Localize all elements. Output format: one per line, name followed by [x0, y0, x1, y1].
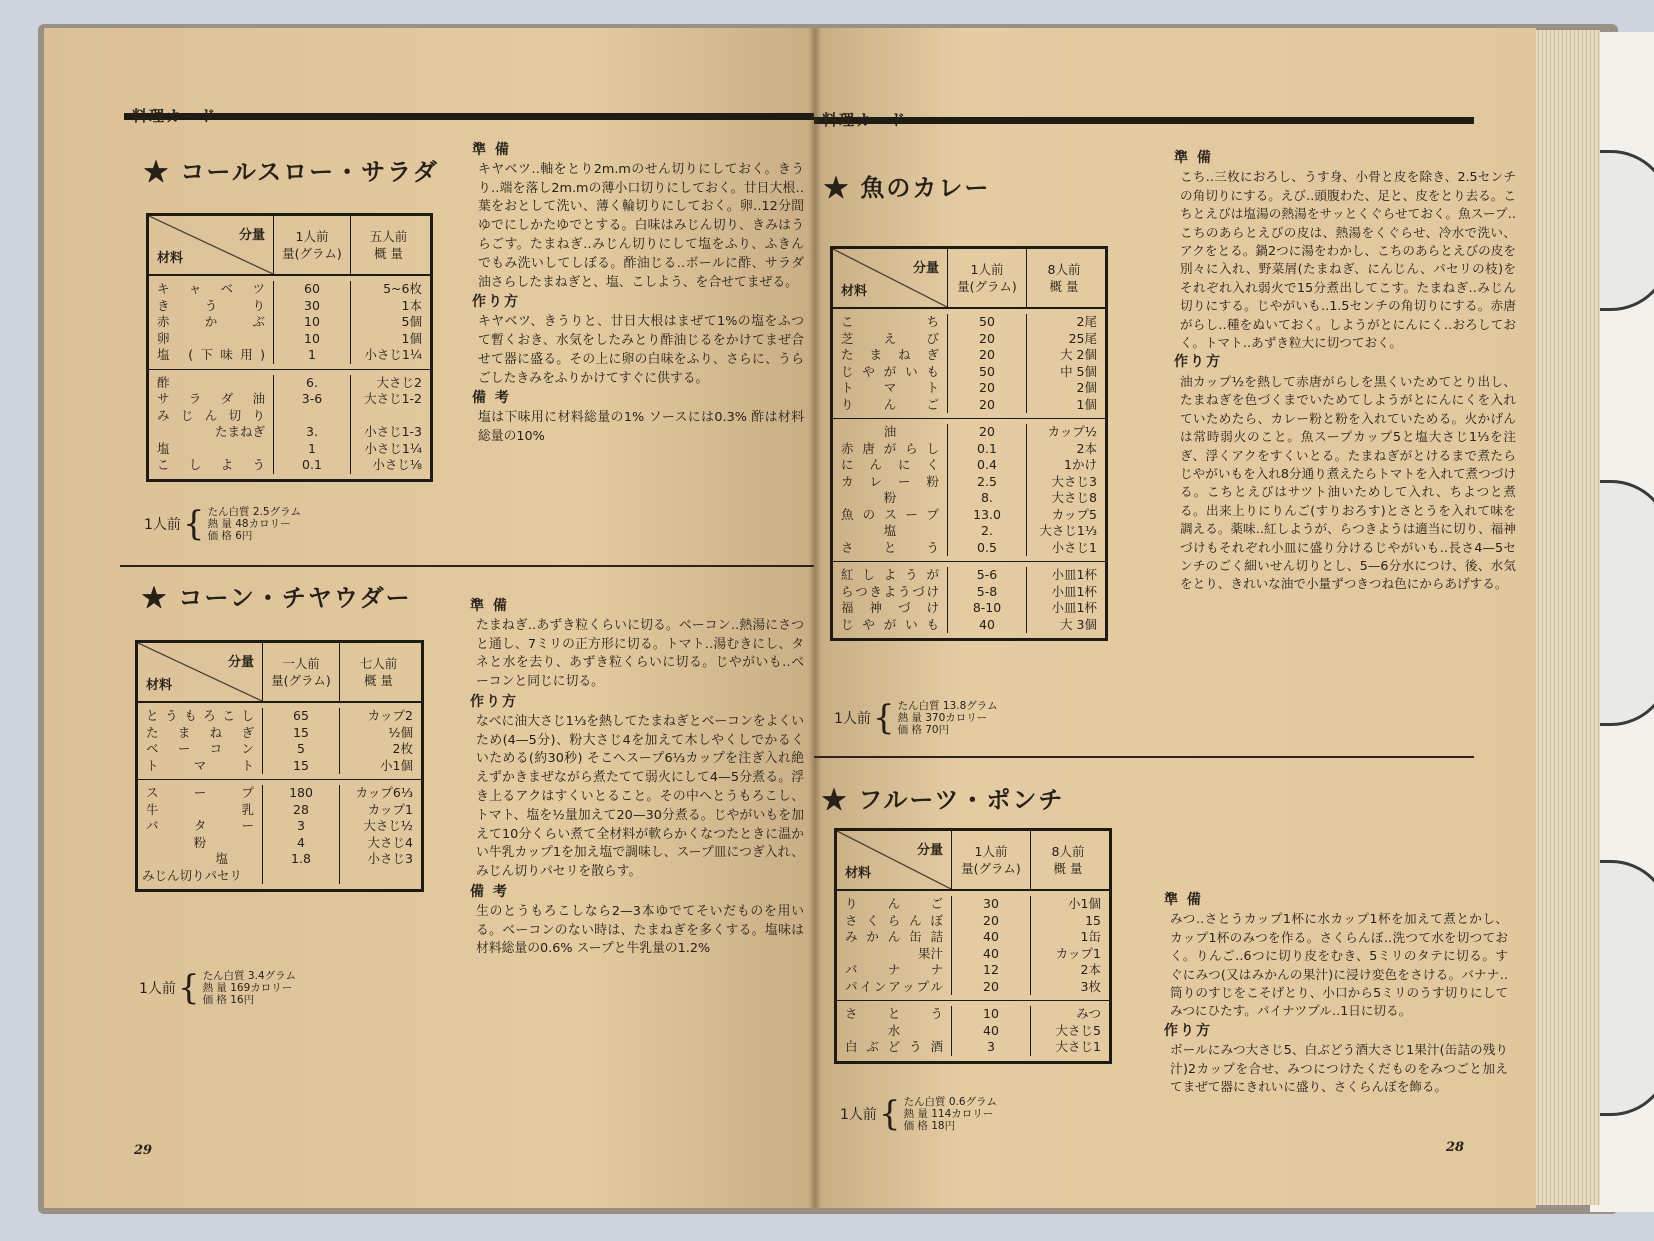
gram-value: 6.	[306, 374, 318, 390]
col2-header-line: 概 量	[364, 673, 393, 688]
gram-column	[948, 424, 1027, 556]
name-column	[833, 424, 948, 556]
col1-header	[948, 249, 1027, 307]
amount-value: 小1個	[1068, 896, 1101, 911]
ingredient-name: バナナ	[845, 962, 943, 977]
nutrition-line: 価 格 18円	[903, 1120, 956, 1132]
page-edges	[1535, 30, 1600, 1205]
ingredient-name: たまねぎ	[146, 724, 254, 740]
col1-header	[952, 831, 1031, 889]
amount-value: 25尾	[1068, 330, 1097, 346]
amount-value: 2本	[1080, 962, 1101, 977]
amount-value: 大さじ5	[1055, 1022, 1101, 1038]
nutrition-line: たん白質 2.5グラム	[207, 506, 301, 518]
ingredient-name: にんにく	[841, 457, 939, 472]
nutrition-line: たん白質 13.8グラム	[897, 700, 998, 712]
amount-value: 3枚	[1080, 978, 1101, 994]
section-text: なべに油大さじ1⅓を熱してたまねぎとベーコンをよくいため(4—5分)、粉大さじ4を加えて木しやくしでかるくいためる(約30秒) そこへスープ6⅓カップを注ぎ入れ絶えずかきまぜながら煮たてて弱火にして4—5分煮る。浮き上るアクはすくいとること。その中へとうもろこし、トマト、塩を½量加えて20—30分煮る。じやがいもを加えて10分くらい煮て全材料が軟らかくなつたときに温かい牛乳カップ1を加え塩で調味し、スープ皿につぎ入れ、みじん切りパセリを散らす。	[476, 713, 804, 880]
gram-value: 20	[983, 978, 999, 994]
header-label: 料理カード	[822, 110, 908, 129]
amount-value: 大さじ1⅓	[1039, 523, 1097, 538]
col2-header	[351, 216, 426, 274]
amount-value: 小さじ1¼	[364, 347, 422, 362]
ingredient-table-fish-curry	[830, 246, 1108, 641]
gram-value: 4	[297, 834, 305, 850]
nutrition-label: 1人前	[144, 517, 181, 533]
instructions-fish-curry	[1174, 148, 1516, 594]
amount-column	[351, 281, 426, 364]
name-column	[149, 375, 274, 474]
amount-value: 1缶	[1080, 929, 1101, 944]
ingredient-group	[149, 276, 430, 370]
amount-value: 大 3個	[1060, 616, 1097, 632]
brace-icon: {	[872, 698, 895, 738]
section-text: みつ‥さとうカップ1杯に水カップ1杯を加えて煮とかし、カップ1杯のみつを作る。さくらんぼ‥洗つて水を切つておく。りんご‥6つに切り皮をむき、5ミリのタテに切る。すぐにみつ(又はみかんの果汁)に浸け変色をさける。バナナ‥筒りのすじをこそげとり、小口から5ミリのうす切りにしてみつにひたす。パイナツプル‥1日に切る。	[1170, 911, 1508, 1019]
amount-value: 中 5個	[1060, 363, 1097, 379]
nutrition-lines	[898, 700, 998, 736]
qty-label: 分量	[238, 228, 265, 243]
ingredient-name: ベーコン	[146, 741, 254, 756]
amount-value: 大さじ3	[1051, 473, 1097, 489]
nutrition-line: 熱 量 114カロリー	[903, 1108, 994, 1120]
gram-value: 12	[983, 962, 999, 977]
gram-value: 20	[979, 330, 995, 346]
nutrition-line: 価 格 16円	[202, 994, 255, 1006]
col2-header-line: 概 量	[1053, 861, 1083, 876]
amount-column	[1027, 424, 1101, 556]
ingredient-name: キャベツ	[157, 281, 265, 296]
amount-value: 1かけ	[1064, 457, 1097, 472]
ingredient-name: スープ	[146, 785, 254, 800]
ingredient-name: 油	[883, 424, 897, 439]
gram-value: 50	[979, 314, 995, 329]
section-heading: 準 備	[472, 142, 511, 158]
amount-value: 大さじ8	[1051, 490, 1097, 505]
table-header	[833, 249, 1105, 309]
gram-value: 10	[304, 330, 320, 346]
ingredient-group	[837, 891, 1109, 1001]
gram-value: 40	[979, 616, 995, 632]
ingredient-name: 塩	[883, 523, 897, 538]
gram-value: 40	[983, 945, 999, 961]
ingredient-name: 塩	[157, 440, 170, 456]
col1-header-line: 量(グラム)	[957, 279, 1017, 294]
col1-header	[274, 216, 351, 274]
recipe-title-coleslaw: ★ コールスロー・サラダ	[144, 157, 439, 186]
col1-header-line: 1人前	[970, 262, 1004, 277]
gram-value: 2.	[981, 523, 993, 538]
gram-value: 50	[979, 363, 995, 379]
amount-value: 1本	[401, 297, 422, 313]
ingredient-name: とうもろこし	[146, 708, 254, 723]
gram-value: 5-6	[976, 567, 998, 582]
left-page	[44, 28, 814, 1208]
amount-column	[351, 375, 426, 474]
name-column	[833, 314, 948, 413]
col1-header-line: 1人前	[974, 844, 1008, 859]
qty-label: 分量	[916, 843, 943, 858]
amount-column	[340, 785, 417, 884]
amount-value: 大さじ1-2	[364, 391, 422, 406]
col1-header-line: 量(グラム)	[271, 673, 331, 688]
ingredient-name: りんご	[841, 396, 939, 412]
ingredient-name: りんご	[845, 896, 943, 911]
brace-icon: {	[878, 1094, 901, 1134]
amount-value: 小さじ1-3	[364, 424, 422, 439]
ingredient-name: さくらんぼ	[845, 912, 943, 928]
col2-header-line: 七人前	[359, 656, 398, 671]
gram-value: 8.	[981, 490, 993, 505]
col1-header-line: 量(グラム)	[282, 246, 342, 261]
col1-header-line: 一人前	[282, 656, 320, 671]
table-corner	[833, 249, 948, 307]
material-label: 材料	[845, 866, 872, 881]
amount-value: 大さじ1	[1055, 1039, 1101, 1054]
gram-value: 13.0	[973, 506, 1001, 522]
ingredient-name: サラダ油	[157, 391, 265, 406]
section-heading: 備 考	[470, 883, 509, 900]
ingredient-name: たまねぎ	[214, 424, 265, 439]
ingredient-name: 果汁	[917, 945, 943, 961]
col2-header-line: 8人前	[1047, 262, 1081, 277]
gram-value: 5-8	[976, 583, 998, 599]
ingredient-group	[833, 562, 1105, 638]
gram-value: 1.8	[291, 851, 311, 866]
right-page	[814, 28, 1536, 1208]
amount-value: カップ1	[1055, 945, 1101, 961]
col1-header-line: 1人前	[295, 229, 329, 244]
amount-value: ½個	[388, 724, 413, 740]
table-corner	[149, 216, 274, 274]
col2-header-line: 概 量	[1049, 279, 1079, 294]
ingredient-name: みじん切りパセリ	[142, 867, 243, 883]
col2-header	[1027, 249, 1101, 307]
material-label: 材料	[841, 284, 868, 299]
amount-column	[1031, 896, 1105, 995]
section-text: こち‥三枚におろし、うす身、小骨と皮を除き、2.5センチの角切りにする。えび‥頭腹わた、足と、皮をとり去る。こちとえびは塩湯の熱湯をサッとくぐらせておく。魚スープ‥こちのあらとえびの皮は、熱湯をくぐらせ、冷水で洗い、アクをとる。鍋2つに湯をわかし、こちのあらとえびの皮を別々に入れ、野菜屑(たまねぎ、にんじん、パセリの枝)をそれぞれ入れ弱火で15分煮出してこす。たまねぎ‥みじん切りにする。じやがいも‥1.5センチの角切りにする。赤唐がらし‥種をぬいておく。しようがとにんにく‥おろしておく。トマト‥あずき粒大に切つておく。	[1180, 169, 1516, 351]
gram-value: 0.4	[977, 457, 997, 472]
col1-header	[263, 643, 340, 701]
col2-header	[1031, 831, 1105, 889]
qty-label: 分量	[227, 655, 254, 670]
section-heading: 準 備	[470, 598, 509, 614]
section-text: 塩は下味用に材料総量の1% ソースには0.3% 酢は材料総量の10%	[478, 410, 804, 444]
amount-value	[344, 868, 413, 885]
gram-value: 60	[304, 281, 320, 296]
name-column	[837, 1006, 952, 1056]
nutrition-coleslaw	[144, 506, 301, 542]
section-heading: 準 備	[1174, 150, 1213, 166]
instructions-fruit-punch	[1164, 890, 1508, 1096]
gram-value: 20	[983, 912, 999, 928]
page-number-right: 28	[1446, 1140, 1465, 1155]
gram-value: 20	[979, 424, 995, 439]
ingredient-name: さとう	[841, 539, 939, 555]
nutrition-line: 価 格 70円	[897, 724, 950, 736]
recipe-title-fruit-punch: ★ フルーツ・ポンチ	[822, 785, 1065, 814]
gram-value: 180	[289, 785, 313, 800]
amount-value: カップ6⅓	[355, 785, 413, 800]
gram-column	[274, 375, 351, 474]
recipe-title-chowder: ★ コーン・チヤウダー	[142, 583, 412, 612]
amount-value: 小さじ3	[367, 851, 413, 866]
name-column	[138, 785, 263, 884]
ingredient-group	[149, 370, 430, 479]
table-corner	[837, 831, 952, 889]
col2-header-line: 概 量	[374, 246, 403, 261]
nutrition-lines	[203, 970, 296, 1006]
amount-value: 小1個	[380, 757, 413, 773]
ingredient-name: トマト	[841, 380, 939, 395]
ingredient-table-fruit-punch	[834, 828, 1112, 1064]
ingredient-name: 芝えび	[841, 330, 939, 346]
gram-value: 5	[297, 741, 305, 756]
ingredient-name: 牛乳	[146, 801, 254, 817]
gram-value: 3	[297, 818, 305, 833]
ingredient-table-chowder	[135, 640, 424, 892]
ingredient-name: さとう	[845, 1006, 943, 1021]
ingredient-group	[138, 780, 421, 889]
header-rule	[469, 113, 814, 120]
gram-value: 30	[304, 297, 320, 313]
section-heading: 作り方	[1174, 354, 1222, 371]
amount-value: 2枚	[392, 741, 413, 756]
ingredient-name: 福神づけ	[841, 600, 939, 615]
divider-line	[120, 565, 814, 567]
gram-value: 30	[983, 896, 999, 911]
gram-value: 2.5	[977, 473, 997, 489]
ingredient-group	[837, 1001, 1109, 1061]
gram-value: 28	[293, 801, 309, 817]
ingredient-name: 赤唐がらし	[841, 440, 939, 456]
amount-column	[340, 708, 417, 774]
ingredient-name: パインアップル	[845, 978, 943, 994]
gram-value: 0.5	[977, 539, 997, 555]
nutrition-label: 1人前	[834, 711, 871, 727]
ingredient-name: みかん缶詰	[845, 929, 943, 944]
ingredient-name: 酢	[157, 374, 170, 390]
gram-value: 0.1	[977, 440, 997, 456]
gram-column	[948, 567, 1027, 633]
gram-value	[267, 868, 335, 885]
nutrition-lines	[904, 1096, 997, 1132]
section-heading: 作り方	[472, 294, 520, 311]
header-label: 料理カード	[132, 106, 218, 125]
gram-value: 3	[987, 1039, 995, 1054]
ingredient-name: 魚のスープ	[841, 506, 939, 522]
amount-column	[1031, 1006, 1105, 1056]
book-gutter	[808, 28, 822, 1208]
gram-value: 20	[979, 380, 995, 395]
material-label: 材料	[157, 251, 184, 266]
ingredient-name: トマト	[146, 757, 254, 773]
ingredient-name: らつきようづけ	[841, 583, 939, 599]
section-heading: 作り方	[470, 693, 518, 710]
amount-value: 小さじ⅛	[372, 457, 422, 472]
nutrition-line: 熱 量 48カロリー	[207, 518, 291, 530]
ingredient-name: 紅しようが	[841, 567, 939, 582]
ingredient-name: バター	[146, 818, 254, 833]
table-corner	[138, 643, 263, 701]
material-label: 材料	[146, 678, 173, 693]
amount-value: 5~6枚	[383, 281, 422, 296]
nutrition-line: たん白質 3.4グラム	[202, 970, 296, 982]
ingredient-group	[833, 419, 1105, 562]
left-header	[124, 106, 814, 126]
nutrition-line: たん白質 0.6グラム	[903, 1096, 997, 1108]
nutrition-fish-curry	[834, 700, 998, 736]
amount-value: カップ1	[367, 801, 413, 817]
nutrition-line: 価 格 6円	[207, 530, 253, 542]
brace-icon: {	[182, 504, 205, 544]
ingredient-name: みじん切り	[157, 407, 265, 423]
section-text: ボールにみつ大さじ5、白ぶどう酒大さじ1果汁(缶詰の残り汁)2カップを合せ、みつにつけたくだものをみつごと加えてまぜて器にきれいに盛り、さくらんぼを飾る。	[1170, 1042, 1508, 1095]
table-header	[138, 643, 421, 703]
name-column	[149, 281, 274, 364]
amount-value: 大さじ4	[367, 834, 413, 850]
amount-value: カップ½	[1047, 424, 1097, 439]
amount-value: 1個	[1076, 396, 1097, 412]
table-header	[149, 216, 430, 276]
gram-column	[948, 314, 1027, 413]
name-column	[833, 567, 948, 633]
right-header	[814, 110, 1474, 130]
amount-value: 15	[1085, 912, 1101, 928]
ingredient-name: 卵	[157, 330, 170, 346]
gram-column	[952, 1006, 1031, 1056]
amount-value: 小皿1杯	[1051, 567, 1097, 582]
amount-value: 5個	[401, 314, 422, 329]
section-text: 油カップ½を熱して赤唐がらしを黒くいためてとり出し、たまねぎを色づくまでいためてしようがとにんにくを入れていためたら、カレー粉と粉を入れていためる。火かげんは常時弱火のこと。魚スープカップ5と塩大さじ1⅓を注ぎ、浮くアクをすくいとる。たまねぎがとけるまで煮たらじやがいもを入れ8分通り煮えたらトマトを入れて煮つづける。こちとえびはサツト油いためして入れ、ちよつと煮る。出来上りにりんご(すりおろす)とさとうを入れて味を調える。薬味‥紅しようが、らつきようは適当に切り、福神づけもそれぞれ小皿に盛り分けるじやがいも‥長さ4—5センチのごく細いせん切りとし、5—6分水につけ、後、水気をとり、きれいな油で小量ずつきつね色にからあげする。	[1180, 373, 1516, 592]
col2-header-line: 8人前	[1051, 844, 1085, 859]
gram-value: 8-10	[972, 600, 1002, 615]
nutrition-label: 1人前	[840, 1107, 877, 1123]
ingredient-name: じやがいも	[841, 616, 939, 632]
amount-value: 小さじ1¼	[364, 440, 422, 456]
instructions-chowder	[470, 596, 804, 959]
gram-value: 40	[983, 1022, 999, 1038]
ingredient-name: 粉	[193, 834, 207, 850]
ingredient-group	[833, 309, 1105, 419]
name-column	[837, 896, 952, 995]
gram-value: 1	[308, 347, 316, 362]
nutrition-label: 1人前	[139, 981, 176, 997]
ingredient-name: 塩 (下味用)	[157, 347, 265, 362]
qty-label: 分量	[912, 261, 939, 276]
nutrition-line: 熱 量 169カロリー	[202, 982, 293, 994]
ingredient-name: 水	[887, 1022, 901, 1038]
divider-line	[814, 756, 1474, 758]
amount-value: カップ2	[367, 708, 413, 723]
amount-value: 大さじ½	[363, 818, 413, 833]
section-text: たまねぎ‥あずき粒くらいに切る。ベーコン‥熱湯にさつと通し、7ミリの正方形に切る。トマト‥湯むきにし、タネと水を去り、あずき粒くらいに切る。じやがいも‥ベーコンと同じに切る。	[476, 617, 804, 690]
nutrition-line: 熱 量 370カロリー	[897, 712, 988, 724]
gram-value: 10	[983, 1006, 999, 1021]
ingredient-name: きうり	[157, 297, 265, 313]
amount-value: カップ5	[1051, 506, 1097, 522]
ingredient-name: カレー粉	[841, 473, 939, 489]
amount-value: みつ	[1076, 1006, 1101, 1021]
section-heading: 備 考	[472, 390, 511, 407]
section-text: キヤベツ‥軸をとり2m.mのせん切りにしておく。きうり‥端を落し2m.mの薄小口切りにしておく。廿日大根‥葉をおとして洗い、薄く輪切りにしておく。卵‥12分間ゆでにしかたゆでとする。白味はみじん切り、きみはうらごす。たまねぎ‥みじん切りにして塩をふり、ふきんでもみ洗いしてしぼる。酢油じる‥ボールに酢、サラダ油さらしたまねぎと、塩、こしよう、を合せてまぜる。	[478, 161, 804, 290]
gram-value: 0.1	[302, 457, 322, 472]
nutrition-chowder	[139, 970, 296, 1006]
gram-column	[952, 896, 1031, 995]
gram-value: 20	[979, 396, 995, 412]
gram-value	[278, 408, 346, 425]
name-column	[138, 708, 263, 774]
section-text: キヤベツ、きうりと、廿日大根はまぜて1%の塩をふつて暫くおき、水気をしたみとり酢油じるをかけてまぜ合せて器に盛る。その上に卵の白味をふり、さらに、うらごしたきみをふりかけてすぐに供する。	[478, 314, 804, 386]
amount-value: 小皿1杯	[1051, 583, 1097, 599]
ingredient-name: 塩	[215, 851, 228, 866]
section-text: 生のとうもろこしなら2—3本ゆでてそいだものを用いる。ベーコンのない時は、たまねぎを多くする。塩味は材料総量の0.6% スープと牛乳量の1.2%	[476, 903, 804, 957]
recipe-title-fish-curry: ★ 魚のカレー	[824, 173, 991, 202]
ingredient-name: たまねぎ	[841, 347, 939, 362]
gram-column	[263, 708, 340, 774]
ingredient-group	[138, 703, 421, 780]
gram-value: 3-6	[301, 391, 323, 406]
amount-value: 2尾	[1076, 314, 1097, 329]
gram-value: 20	[979, 347, 995, 362]
amount-value: 小皿1杯	[1051, 600, 1097, 615]
section-heading: 作り方	[1164, 1022, 1212, 1039]
amount-value: 1個	[401, 330, 422, 346]
gram-value: 15	[293, 757, 309, 773]
page-number-left: 29	[134, 1143, 153, 1158]
ingredient-name: こち	[841, 314, 939, 329]
col2-header	[340, 643, 417, 701]
ingredient-name: 赤かぶ	[157, 314, 265, 329]
gram-value: 1	[308, 440, 316, 456]
gram-value: 3.	[306, 424, 318, 439]
amount-column	[1027, 314, 1101, 413]
ingredient-name: 粉	[883, 490, 897, 505]
gram-value: 15	[293, 724, 309, 740]
amount-value: 大さじ2	[376, 374, 422, 390]
amount-value	[355, 408, 422, 425]
instructions-coleslaw	[472, 140, 804, 447]
brace-icon: {	[177, 968, 200, 1008]
amount-value: 小さじ1	[1051, 539, 1097, 555]
col2-header-line: 五人前	[369, 229, 408, 244]
amount-value: 2個	[1076, 380, 1097, 395]
amount-column	[1027, 567, 1101, 633]
gram-column	[274, 281, 351, 364]
gram-value: 40	[983, 929, 999, 944]
section-heading: 準 備	[1164, 892, 1203, 908]
col1-header-line: 量(グラム)	[961, 861, 1021, 876]
ingredient-table-coleslaw	[146, 213, 433, 482]
table-header	[837, 831, 1109, 891]
header-rule	[1144, 117, 1474, 124]
gram-column	[263, 785, 340, 884]
gram-value: 65	[293, 708, 309, 723]
nutrition-lines	[208, 506, 301, 542]
ingredient-name: こしよう	[157, 457, 265, 472]
amount-value: 大 2個	[1060, 347, 1097, 362]
ingredient-name: 白ぶどう酒	[845, 1039, 943, 1054]
nutrition-fruit-punch	[840, 1096, 997, 1132]
amount-value: 2本	[1076, 440, 1097, 456]
gram-value: 10	[304, 314, 320, 329]
ingredient-name: じやがいも	[841, 363, 939, 379]
